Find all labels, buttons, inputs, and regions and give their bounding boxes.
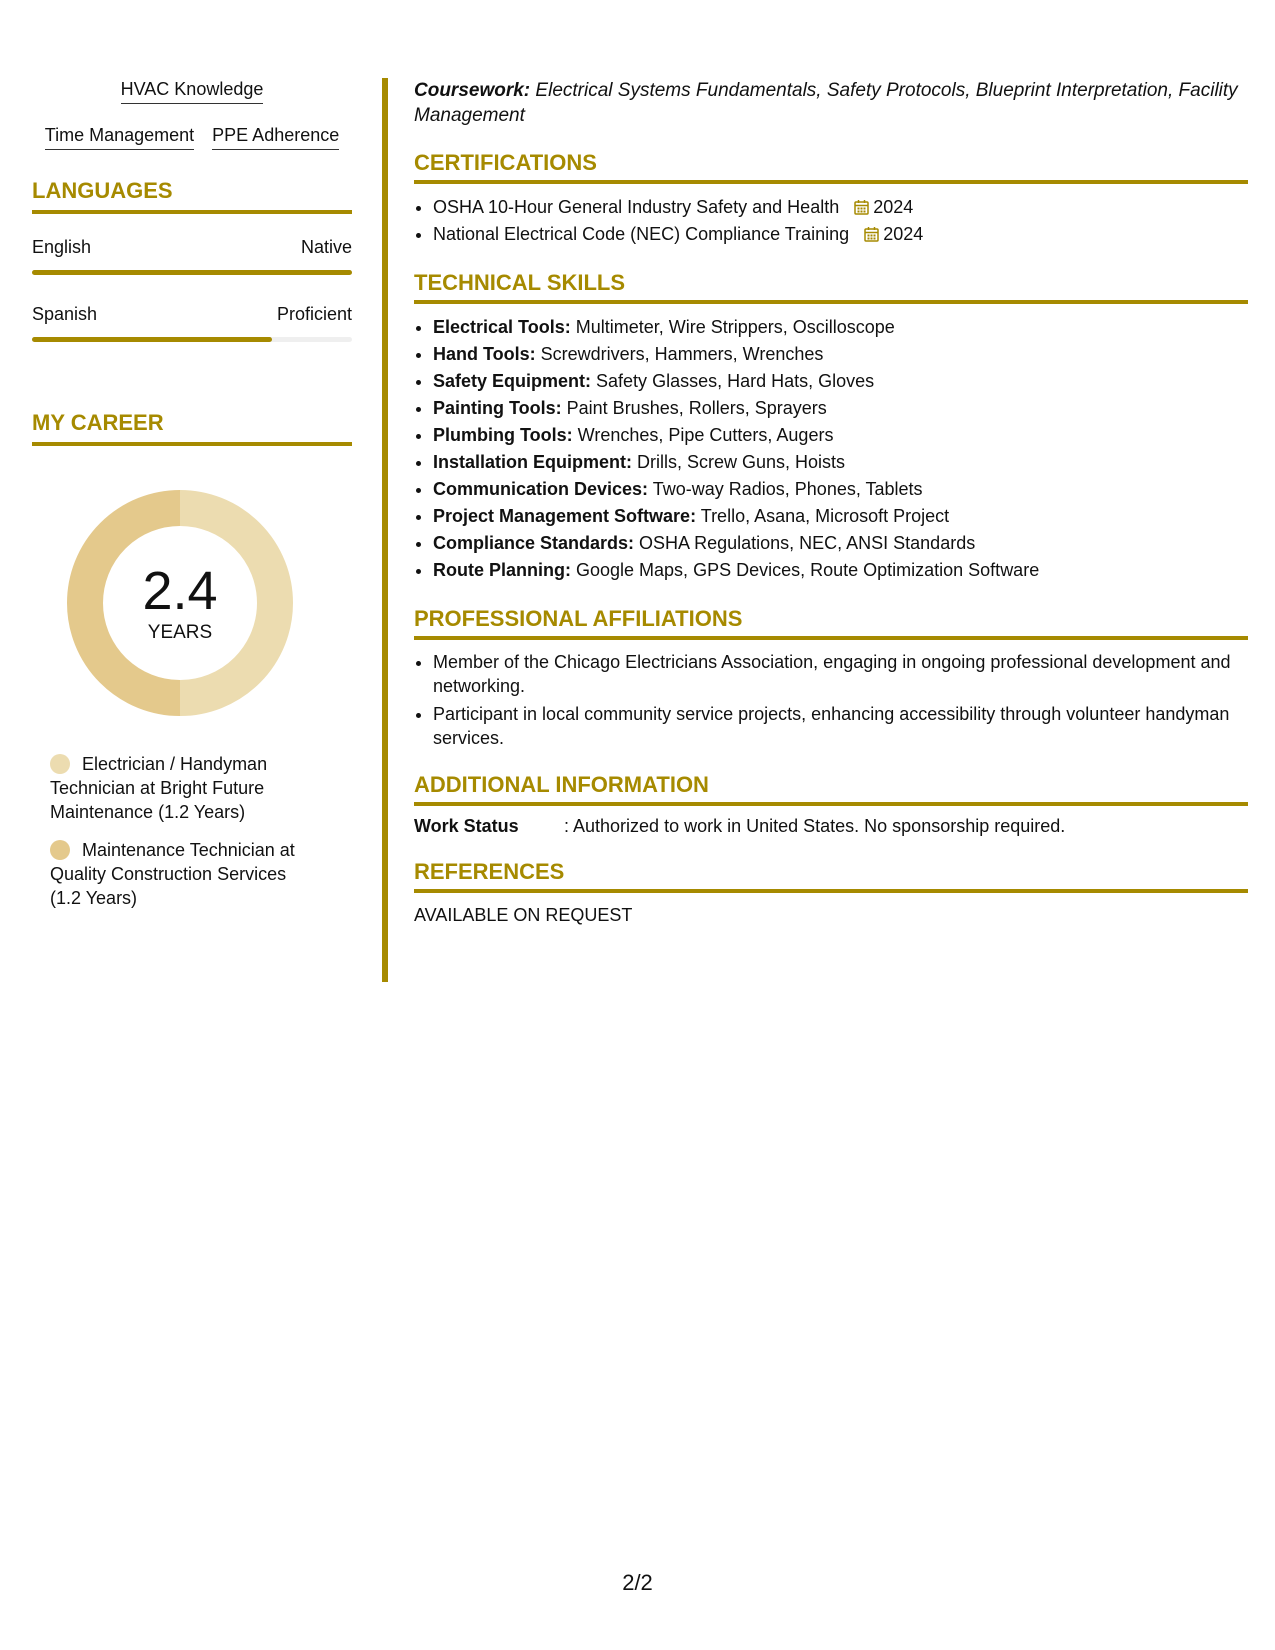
- coursework: [414, 78, 1248, 128]
- certification-name: National Electrical Code (NEC) Compliance Training: [433, 224, 850, 244]
- references-heading: REFERENCES: [414, 859, 1248, 893]
- language-bar-fill: [32, 270, 352, 275]
- skill-item: [433, 530, 1248, 557]
- skill-label: Hand Tools:: [433, 344, 536, 364]
- skill-value: Screwdrivers, Hammers, Wrenches: [535, 344, 824, 364]
- legend-label: Electrician / Handyman Technician at Bright Future Maintenance (1.2 Years): [50, 754, 268, 822]
- skill-item: [433, 314, 1248, 341]
- skill-value: Multimeter, Wire Strippers, Oscilloscope: [570, 317, 895, 337]
- work-status-label: Work Status: [414, 816, 519, 836]
- certification-year: 2024: [883, 224, 924, 244]
- right-column: [414, 78, 1248, 926]
- affiliation-item: • Participant in local community service projects, enhancing accessibility through volunteer handyman services.: [433, 702, 1248, 750]
- calendar-icon: [854, 199, 869, 215]
- affiliations-list: [414, 650, 1248, 750]
- legend-swatch: [50, 754, 70, 774]
- language-item: [32, 236, 352, 275]
- languages-heading: LANGUAGES: [32, 178, 352, 214]
- work-status-value: : Authorized to work in United States. No sponsorship required.: [564, 816, 1066, 836]
- language-level: Proficient: [276, 304, 352, 324]
- languages-section: [32, 178, 352, 342]
- skill-row: [32, 78, 352, 104]
- skill-tag: HVAC Knowledge: [121, 78, 264, 104]
- skill-label: Painting Tools:: [433, 398, 562, 418]
- coursework-label: Coursework:: [414, 80, 531, 101]
- skills-tags: [32, 78, 352, 150]
- technical-skills-heading: TECHNICAL SKILLS: [414, 270, 1248, 304]
- references-section: [414, 859, 1248, 926]
- skill-value: Drills, Screw Guns, Hoists: [632, 452, 846, 472]
- skill-value: Google Maps, GPS Devices, Route Optimization Software: [571, 560, 1040, 580]
- career-donut-chart: [67, 490, 293, 716]
- column-divider: [382, 78, 388, 982]
- skill-item: [433, 341, 1248, 368]
- additional-info-section: [414, 772, 1248, 837]
- skill-item: [433, 476, 1248, 503]
- skill-tag: PPE Adherence: [212, 124, 339, 150]
- affiliations-section: [414, 606, 1248, 750]
- skill-value: Wrenches, Pipe Cutters, Augers: [572, 425, 834, 445]
- skill-label: Compliance Standards:: [433, 533, 635, 553]
- career-total-value: 2.4: [142, 561, 218, 621]
- legend-item: [50, 752, 320, 824]
- calendar-icon: [864, 226, 879, 242]
- skill-value: Paint Brushes, Rollers, Sprayers: [561, 398, 827, 418]
- skill-item: [433, 422, 1248, 449]
- skill-row: [32, 124, 352, 150]
- legend-item: [50, 838, 320, 910]
- skill-label: Installation Equipment:: [433, 452, 633, 472]
- language-bar-track: [32, 270, 352, 275]
- skill-label: Plumbing Tools:: [433, 425, 573, 445]
- technical-skills-list: [414, 314, 1248, 584]
- certification-item: [433, 194, 1248, 221]
- career-section: [32, 410, 352, 910]
- skill-label: Project Management Software:: [433, 506, 697, 526]
- additional-info-heading: ADDITIONAL INFORMATION: [414, 772, 1248, 806]
- affiliation-item: • Member of the Chicago Electricians Association, engaging in ongoing professional development and networking.: [433, 650, 1248, 698]
- certifications-list: [414, 194, 1248, 248]
- certifications-section: [414, 150, 1248, 248]
- career-heading: MY CAREER: [32, 410, 352, 446]
- work-status-row: [414, 816, 1248, 837]
- skill-tag: Time Management: [45, 124, 194, 150]
- skill-label: Route Planning:: [433, 560, 571, 580]
- skill-item: [433, 557, 1248, 584]
- coursework-text: Electrical Systems Fundamentals, Safety Protocols, Blueprint Interpretation, Facility Management: [414, 80, 1238, 126]
- language-level: Native: [300, 237, 352, 257]
- career-legend: [50, 752, 320, 910]
- certification-year: 2024: [873, 197, 914, 217]
- page-number: 2/2: [622, 1570, 653, 1595]
- language-item: [32, 303, 352, 342]
- skill-label: Electrical Tools:: [433, 317, 571, 337]
- career-total-unit: YEARS: [147, 622, 213, 643]
- skill-item: [433, 395, 1248, 422]
- skill-value: Safety Glasses, Hard Hats, Gloves: [591, 371, 875, 391]
- skill-item: [433, 449, 1248, 476]
- skill-item: [433, 368, 1248, 395]
- language-name: English: [32, 237, 92, 257]
- affiliations-heading: PROFESSIONAL AFFILIATIONS: [414, 606, 1248, 640]
- certification-name: OSHA 10-Hour General Industry Safety and Health: [433, 197, 840, 217]
- skill-label: Safety Equipment:: [433, 371, 592, 391]
- language-bar-track: [32, 337, 352, 342]
- skill-label: Communication Devices:: [433, 479, 649, 499]
- references-text: AVAILABLE ON REQUEST: [414, 905, 633, 925]
- certification-item: [433, 221, 1248, 248]
- certifications-heading: CERTIFICATIONS: [414, 150, 1248, 184]
- skill-value: Two-way Radios, Phones, Tablets: [648, 479, 923, 499]
- skill-value: OSHA Regulations, NEC, ANSI Standards: [634, 533, 976, 553]
- technical-skills-section: [414, 270, 1248, 584]
- left-column: [32, 78, 352, 924]
- legend-label: Maintenance Technician at Quality Construction Services (1.2 Years): [50, 840, 295, 908]
- legend-swatch: [50, 840, 70, 860]
- language-name: Spanish: [32, 304, 98, 324]
- skill-value: Trello, Asana, Microsoft Project: [696, 506, 950, 526]
- language-bar-fill: [32, 337, 272, 342]
- skill-item: [433, 503, 1248, 530]
